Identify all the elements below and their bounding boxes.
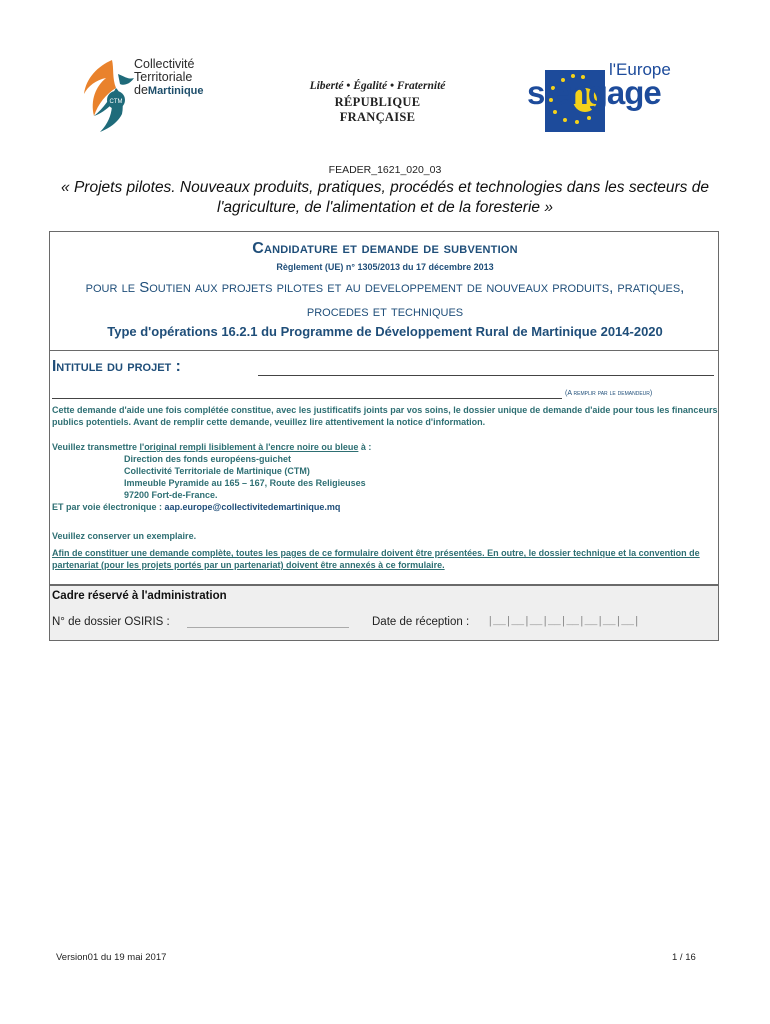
transmit-instruction [52,441,371,453]
reception-date-field[interactable]: |__|__|__|__|__|__|__|__| [487,616,640,628]
ctm-logo-line3-bold: Martinique [147,85,204,97]
application-subtitle: pour le Soutien aux projets pilotes et au developpement de nouveaux produits, pratiques, procedes et techniques [85,279,685,320]
ctm-logo-line1: Collectivité [134,57,195,71]
project-title-note: (A remplir par le demandeur) [565,390,653,397]
transmit-prefix: Veuillez transmettre [52,442,140,452]
ctm-logo-line3-prefix: de [134,83,148,97]
address-line: 97200 Fort-de-France. [124,490,218,500]
electronic-submission [52,501,340,513]
project-title-field[interactable] [258,375,714,376]
footer-version: Version01 du 19 mai 2017 [56,952,167,963]
section-divider [49,350,719,351]
completeness-note: Afin de constituer une demande complète, toutes les pages de ce formulaire doivent être présentées. En outre, le dossier technique et la convention de partenariat (pour les projets portés par un partenariat) doivent être annexés à ce formulaire. [52,548,700,570]
ctm-logo [78,56,228,136]
europe-sengage-logo [527,60,677,135]
project-type-title: « Projets pilotes. Nouveaux produits, pratiques, procédés et technologies dans les secteurs de l'agriculture, de l'alimentation et de la foresterie » [61,179,709,216]
address-line: Direction des fonds européens-guichet [124,454,292,464]
reception-date-label: Date de réception : [372,616,470,628]
page-number: 1 / 16 [672,952,696,963]
transmit-underlined: l'original rempli lisiblement à l'encre noire ou bleue [139,442,359,452]
postal-address [124,453,366,501]
reference-code: FEADER_1621_020_03 [328,164,442,176]
republique-motto: Liberté • Égalité • Fraternité [309,80,446,92]
osiris-number-label: N° de dossier OSIRIS : [52,616,170,628]
project-title-label: Intitule du projet : [52,358,181,375]
operation-type: Type d'opérations 16.2.1 du Programme de Développement Rural de Martinique 2014-2020 [107,324,663,339]
transmit-suffix: à : [358,442,372,452]
address-line: Collectivité Territoriale de Martinique (CTM) [124,466,310,476]
submission-email[interactable]: aap.europe@collectivitedemartinique.mq [164,502,341,512]
notice-paragraph: Cette demande d'aide une fois complétée constitue, avec les justificatifs joints par vos soins, le dossier unique de demande d'aide pour tous les financeurs publics potentiels. Avant de remplir cette demande, veuillez lire attentivement la notice d'information. [52,405,718,427]
electronic-prefix: ET par voie électronique : [52,502,165,512]
address-line: Immeuble Pyramide au 165 – 167, Route des Religieuses [124,478,366,488]
keep-copy-note: Veuillez conserver un exemplaire. [52,531,197,541]
ctm-logo-line3 [134,84,204,98]
hummingbird-icon [78,56,138,136]
europe-logo-main: s'engage [527,74,661,111]
regulation-reference: Règlement (UE) n° 1305/2013 du 17 décembre 2013 [276,262,494,272]
admin-reserved-title: Cadre réservé à l'administration [52,590,227,602]
ctm-logo-line2: Territoriale [134,70,193,84]
republique-name: RÉPUBLIQUE FRANÇAISE [334,95,421,124]
project-title-field-continued[interactable] [52,398,562,399]
europe-logo-top: l'Europe [609,60,671,79]
ctm-badge-text: CTM [109,99,123,105]
osiris-number-field[interactable] [187,627,349,628]
republique-francaise-logo [300,80,455,124]
application-title: Candidature et demande de subvention [252,240,518,257]
